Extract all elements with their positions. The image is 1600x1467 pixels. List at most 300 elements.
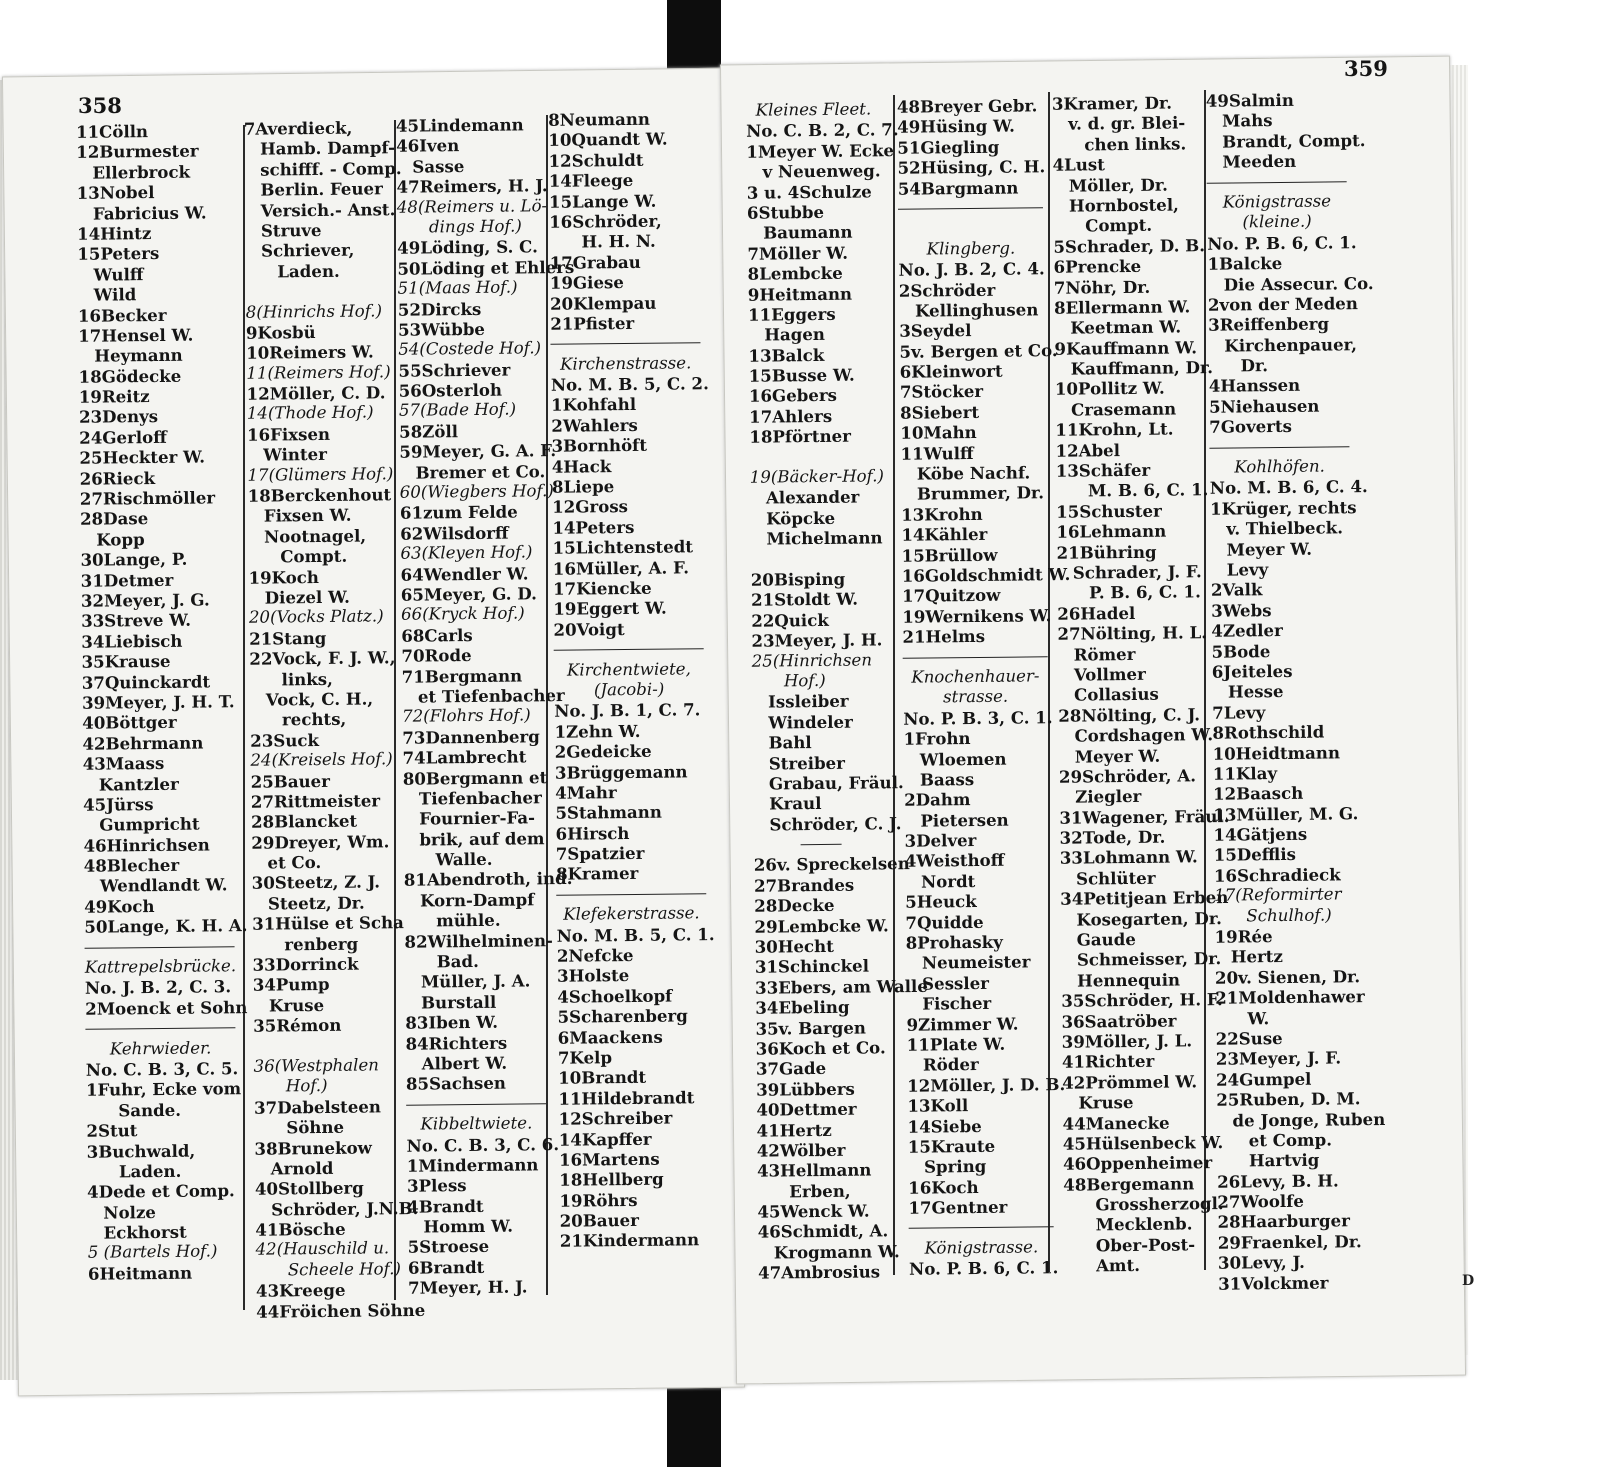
directory-entry: 16Lehmann bbox=[1056, 520, 1167, 542]
directory-entry: 24(Kreisels Hof.) bbox=[250, 749, 393, 770]
street-heading: Klingberg. bbox=[926, 238, 1016, 259]
directory-entry: 4Weisthoff bbox=[904, 850, 1005, 872]
directory-entry: 70Rode bbox=[401, 645, 472, 666]
directory-entry: 48Breyer Gebr. bbox=[896, 95, 1038, 117]
directory-entry: 29Fraenkel, Dr. bbox=[1217, 1231, 1362, 1253]
directory-entry: Fabricius W. bbox=[92, 202, 207, 224]
directory-entry: 14Kapffer bbox=[558, 1128, 652, 1150]
directory-entry: 35Rémon bbox=[253, 1014, 342, 1036]
directory-entry: 7Nöhr, Dr. bbox=[1053, 276, 1151, 298]
directory-entry: 2Wahlers bbox=[551, 414, 638, 436]
directory-entry: Michelmann bbox=[766, 527, 883, 549]
section-divider bbox=[903, 646, 1048, 668]
directory-entry: 5Stahmann bbox=[555, 801, 662, 824]
directory-entry: Mecklenb. bbox=[1095, 1213, 1193, 1235]
directory-entry: Spring bbox=[923, 1156, 987, 1177]
directory-entry: 24Gerloff bbox=[79, 426, 167, 448]
directory-entry: Sande. bbox=[118, 1099, 182, 1121]
directory-entry: Möller, Dr. bbox=[1068, 174, 1168, 196]
directory-entry: Wloemen bbox=[919, 748, 1007, 770]
directory-entry: 3Bornhöft bbox=[551, 435, 648, 457]
directory-entry: 6Kleinwort bbox=[899, 360, 1003, 382]
directory-entry: 81Abendroth, ind. bbox=[403, 868, 573, 891]
directory-entry: 31Schinckel bbox=[754, 955, 870, 978]
directory-entry: Cordshagen W. bbox=[1074, 724, 1214, 746]
directory-entry: 16Schradieck bbox=[1213, 864, 1341, 886]
directory-entry: brik, auf dem bbox=[419, 827, 545, 850]
directory-entry: 38Brunekow bbox=[254, 1137, 372, 1159]
directory-entry: 17Grabau bbox=[549, 251, 641, 273]
directory-entry: dings Hof.) bbox=[428, 216, 522, 237]
directory-entry: 16Müller, A. F. bbox=[552, 556, 690, 579]
section-divider bbox=[753, 833, 888, 855]
directory-entry: 51Giegling bbox=[897, 136, 1000, 158]
directory-entry: 40Stollberg bbox=[254, 1177, 364, 1200]
directory-entry: Hof.) bbox=[285, 1076, 328, 1096]
directory-entry: 17Gentner bbox=[908, 1196, 1008, 1218]
directory-entry: Diezel W. bbox=[264, 586, 350, 608]
directory-entry: 9Zimmer W. bbox=[906, 1013, 1019, 1035]
street-heading: Königstrasse bbox=[1222, 191, 1332, 212]
directory-entry: 6Prencke bbox=[1053, 255, 1142, 277]
directory-entry: 22Vock, F. J. W., bbox=[249, 647, 396, 669]
directory-entry: 36Koch et Co. bbox=[755, 1037, 886, 1059]
directory-entry: 42Prömmel W. bbox=[1062, 1071, 1198, 1093]
directory-entry: schifff. - Comp. bbox=[260, 157, 402, 180]
directory-entry: 43Maass bbox=[82, 753, 165, 774]
directory-entry: 37Quinckardt bbox=[81, 670, 211, 693]
directory-entry: 16Martens bbox=[558, 1148, 660, 1170]
directory-entry: Walle. bbox=[435, 848, 493, 870]
street-heading: Kehrwieder. bbox=[109, 1038, 212, 1059]
directory-entry: 20(Vocks Platz.) bbox=[248, 606, 384, 628]
directory-entry: 28Haarburger bbox=[1217, 1210, 1350, 1233]
directory-entry: 2von der Meden bbox=[1207, 293, 1358, 315]
directory-entry: 15Lange W. bbox=[548, 190, 657, 212]
directory-entry: Römer bbox=[1073, 643, 1136, 665]
directory-entry: 11(Reimers Hof.) bbox=[246, 361, 391, 383]
directory-entry: Gaude bbox=[1076, 928, 1136, 950]
directory-entry: No. J. B. 2, C. 3. bbox=[84, 976, 232, 999]
directory-entry: chen links. bbox=[1084, 133, 1187, 155]
directory-entry: Ellerbrock bbox=[92, 161, 191, 183]
directory-entry: 3Seydel bbox=[899, 320, 972, 342]
section-divider bbox=[898, 197, 1043, 219]
directory-entry: 52Hüsing, C. H. bbox=[897, 156, 1046, 178]
directory-entry: Meeden bbox=[1222, 150, 1297, 172]
directory-entry: 31Hülse et Scha bbox=[252, 912, 404, 934]
directory-entry: Windeler bbox=[768, 711, 853, 733]
directory-entry: 25(Hinrichsen bbox=[751, 649, 873, 671]
directory-entry: 21Moldenhawer bbox=[1215, 986, 1365, 1008]
directory-entry: 3Delver bbox=[904, 830, 977, 851]
directory-entry: No. P. B. 6, C. 1. bbox=[908, 1257, 1059, 1279]
directory-entry: 58Zöll bbox=[399, 420, 459, 442]
spacer bbox=[751, 548, 886, 570]
directory-entry: Heymann bbox=[94, 345, 183, 366]
directory-entry: 7Möller W. bbox=[747, 242, 849, 264]
column-divider bbox=[893, 95, 895, 1275]
directory-entry: 10Brandt bbox=[558, 1067, 647, 1089]
directory-entry: 27Brandes bbox=[753, 874, 855, 896]
directory-entry: 45Hülsenbeck W. bbox=[1062, 1131, 1224, 1154]
directory-entry: 19Reitz bbox=[78, 386, 150, 407]
street-heading: Kattrepelsbrücke. bbox=[84, 956, 237, 977]
directory-entry: No. J. B. 2, C. 4. bbox=[898, 258, 1045, 280]
directory-entry: Hamb. Dampf- bbox=[259, 137, 396, 159]
directory-entry: Issleiber bbox=[768, 691, 849, 712]
directory-entry: Kruse bbox=[268, 994, 325, 1016]
directory-entry: 35Krause bbox=[81, 651, 171, 672]
directory-entry: 26v. Spreckelsen bbox=[753, 853, 910, 876]
directory-entry: 82Wilhelminen- bbox=[404, 929, 553, 952]
directory-entry: Meyer W. bbox=[1226, 538, 1313, 560]
directory-entry: 47Ambrosius bbox=[757, 1261, 881, 1283]
directory-entry: No. C. B. 3, C. 6. bbox=[406, 1133, 560, 1156]
directory-entry: 13Schäfer bbox=[1055, 459, 1151, 481]
directory-entry: Pietersen bbox=[920, 809, 1009, 831]
directory-entry: 16Gebers bbox=[748, 385, 838, 407]
directory-entry: 1Frohn bbox=[903, 728, 971, 749]
directory-entry: 1Krüger, rechts bbox=[1209, 497, 1357, 519]
directory-entry: 48(Reimers u. Lö- bbox=[396, 195, 548, 217]
section-divider bbox=[554, 638, 704, 660]
directory-entry: 34Ebeling bbox=[755, 996, 850, 1018]
directory-entry: 1Kohfahl bbox=[551, 394, 637, 416]
directory-entry: 2Moenck et Sohn bbox=[85, 996, 248, 1019]
directory-entry: 12Baasch bbox=[1212, 783, 1304, 805]
directory-entry: 1Mindermann bbox=[406, 1154, 539, 1176]
directory-entry: 19Röhrs bbox=[559, 1189, 638, 1211]
directory-entry: 14Peters bbox=[552, 516, 635, 538]
directory-entry: 13Krohn bbox=[901, 503, 983, 525]
directory-entry: 3Kramer, Dr. bbox=[1051, 92, 1173, 114]
directory-entry: 17Hensel W. bbox=[78, 324, 194, 346]
directory-entry: No. M. B. 5, C. 2. bbox=[550, 373, 709, 395]
directory-entry: 28Blancket bbox=[250, 810, 358, 833]
directory-entry: v. Thielbeck. bbox=[1226, 517, 1344, 539]
directory-entry: 12Schuldt bbox=[548, 149, 644, 171]
directory-entry: Grossherzogl. bbox=[1095, 1193, 1224, 1215]
directory-entry: 4Brandt bbox=[407, 1195, 484, 1217]
directory-entry: rechts, bbox=[281, 709, 347, 730]
directory-entry: 10Heidtmann bbox=[1212, 741, 1341, 764]
directory-entry: 4Zedler bbox=[1211, 620, 1283, 641]
directory-entry: 20Voigt bbox=[553, 618, 625, 640]
directory-entry: 60(Wiegbers Hof.) bbox=[399, 481, 554, 502]
directory-entry: 2Nefcke bbox=[556, 944, 634, 966]
section-divider bbox=[550, 333, 700, 355]
street-heading: strasse. bbox=[942, 686, 1009, 707]
directory-entry: 46Iven bbox=[396, 135, 460, 157]
directory-entry: 31Detmer bbox=[80, 569, 174, 591]
directory-entry: 11Wulff bbox=[900, 442, 974, 464]
directory-entry: 17Quitzow bbox=[901, 585, 1001, 607]
directory-entry: 12Möller, J. D. B. bbox=[907, 1073, 1066, 1096]
directory-entry: Wild bbox=[93, 284, 137, 305]
directory-entry: Bad. bbox=[436, 950, 479, 972]
directory-entry: Nordt bbox=[920, 870, 976, 892]
directory-column-4 bbox=[548, 108, 715, 1252]
directory-entry: 19Eggert W. bbox=[553, 597, 667, 620]
directory-entry: Röder bbox=[922, 1054, 979, 1075]
directory-entry: Eckhorst bbox=[103, 1221, 187, 1243]
directory-entry: H. H. N. bbox=[581, 231, 656, 252]
directory-entry: 45Wenck W. bbox=[757, 1200, 870, 1222]
directory-entry: 32Tode, Dr. bbox=[1059, 826, 1166, 848]
directory-entry: 43Hellmann bbox=[756, 1159, 872, 1181]
directory-entry: Struve bbox=[260, 219, 322, 241]
directory-entry: 5Heuck bbox=[905, 891, 977, 912]
directory-entry: 25Heckter W. bbox=[79, 446, 206, 469]
directory-entry: 16Becker bbox=[77, 304, 167, 326]
directory-entry: 34Pump bbox=[252, 974, 330, 996]
directory-entry: Kosegarten, Dr. bbox=[1076, 907, 1222, 930]
directory-entry: 22Suse bbox=[1215, 1027, 1283, 1049]
directory-entry: 9Heitmann bbox=[747, 283, 853, 305]
directory-entry: 65Meyer, G. D. bbox=[400, 583, 537, 605]
directory-entry: 11Eggers bbox=[747, 303, 836, 325]
directory-entry: Müller, J. A. bbox=[420, 970, 531, 992]
directory-entry: 41Richter bbox=[1061, 1051, 1155, 1073]
directory-entry: No. P. B. 3, C. 1. bbox=[903, 706, 1053, 729]
spacer bbox=[898, 218, 1043, 240]
directory-entry: 3Brüggemann bbox=[554, 760, 688, 783]
directory-entry: 30Steetz, Z. J. bbox=[251, 871, 381, 894]
directory-entry: Hennequin bbox=[1076, 969, 1181, 991]
directory-entry: 15Lichtenstedt bbox=[552, 536, 694, 558]
section-divider bbox=[84, 936, 234, 958]
directory-entry: M. B. 6, C. 1. bbox=[1087, 479, 1209, 501]
directory-entry: 3Pless bbox=[406, 1175, 467, 1197]
directory-entry: 68Carls bbox=[401, 624, 473, 646]
edge-tab-letter: D bbox=[1462, 1273, 1475, 1289]
section-divider bbox=[85, 1017, 235, 1039]
directory-entry: 21Kindermann bbox=[559, 1229, 700, 1252]
directory-entry: 25Ruben, D. M. bbox=[1216, 1088, 1361, 1110]
directory-entry: 49Löding, S. C. bbox=[397, 236, 538, 259]
section-divider bbox=[909, 1217, 1054, 1239]
directory-entry: 21Stang bbox=[249, 627, 327, 649]
directory-entry: 10Quandt W. bbox=[548, 128, 668, 151]
directory-entry: Versich.- Anst. bbox=[260, 198, 396, 221]
directory-entry: Crasemann bbox=[1071, 398, 1177, 420]
directory-entry: 36Saatröber bbox=[1061, 1010, 1177, 1032]
directory-entry: Ober-Post- bbox=[1095, 1234, 1196, 1256]
directory-entry: 3Holste bbox=[556, 965, 630, 987]
directory-entry: 34Liebisch bbox=[81, 630, 183, 652]
street-heading: Klefekerstrasse. bbox=[563, 903, 700, 924]
directory-entry: 15Busse W. bbox=[748, 364, 855, 386]
directory-entry: 23Meyer, J. F. bbox=[1215, 1047, 1342, 1070]
directory-entry: Ziegler bbox=[1075, 786, 1142, 807]
directory-entry: 26Levy, B. H. bbox=[1217, 1170, 1339, 1192]
directory-entry: 23Suck bbox=[250, 729, 320, 751]
directory-entry: 6Stubbe bbox=[746, 201, 825, 223]
directory-entry: 21Bühring bbox=[1056, 541, 1157, 563]
directory-entry: Fischer bbox=[922, 993, 992, 1014]
directory-entry: 40Böttger bbox=[82, 712, 177, 734]
directory-entry: 13Müller, M. G. bbox=[1213, 802, 1359, 825]
directory-entry: 18Gödecke bbox=[78, 365, 182, 387]
directory-entry: Schlüter bbox=[1075, 867, 1156, 889]
street-heading: (Jacobi-) bbox=[593, 679, 665, 700]
directory-entry: 3Webs bbox=[1211, 599, 1272, 621]
directory-entry: 11Plate W. bbox=[906, 1033, 1006, 1055]
directory-entry: 8Siebert bbox=[900, 401, 980, 423]
directory-entry: P. B. 6, C. 1. bbox=[1088, 581, 1201, 603]
directory-entry: et Tiefenbacher bbox=[417, 684, 565, 707]
directory-entry: 62Wilsdorff bbox=[400, 522, 509, 544]
directory-entry: Gumpricht bbox=[99, 813, 200, 835]
directory-entry: 33Streve W. bbox=[81, 610, 192, 632]
directory-entry: 71Bergmann bbox=[401, 665, 523, 687]
directory-entry: Nootnagel, bbox=[263, 525, 367, 547]
directory-entry: Söhne bbox=[286, 1116, 345, 1138]
directory-entry: 5Schrader, D. B. bbox=[1053, 234, 1206, 257]
directory-entry: No. C. B. 3, C. 5. bbox=[85, 1058, 239, 1080]
directory-entry: 27Rischmöller bbox=[79, 487, 216, 509]
directory-entry: 49Salmin bbox=[1205, 89, 1294, 111]
directory-entry: 21Pfister bbox=[550, 312, 635, 334]
directory-entry: 7Averdieck, bbox=[243, 117, 353, 139]
directory-entry: Die Assecur. Co. bbox=[1223, 272, 1374, 295]
street-heading: (kleine.) bbox=[1242, 212, 1312, 232]
directory-entry: 15Peters bbox=[77, 243, 160, 265]
directory-entry: 74Lambrecht bbox=[402, 746, 527, 768]
directory-entry: 4Hanssen bbox=[1208, 375, 1301, 397]
directory-entry: Kirchenpauer, bbox=[1224, 333, 1358, 356]
directory-entry: 21Helms bbox=[902, 626, 986, 647]
directory-entry: Dr. bbox=[1240, 355, 1269, 376]
directory-entry: Schriever, bbox=[260, 239, 355, 261]
street-heading: Kohlhöfen. bbox=[1234, 456, 1326, 477]
directory-entry: 19Wernikens W. bbox=[902, 604, 1052, 627]
directory-entry: 31Volckmer bbox=[1218, 1272, 1329, 1294]
directory-entry: No. C. B. 2, C. 7. bbox=[746, 119, 899, 142]
directory-entry: 20Bisping bbox=[750, 568, 846, 590]
directory-entry: 24Gumpel bbox=[1215, 1068, 1312, 1090]
directory-entry: No. J. B. 1, C. 7. bbox=[554, 699, 701, 722]
directory-entry: 39Möller, J. L. bbox=[1061, 1030, 1193, 1052]
directory-entry: 41Hertz bbox=[756, 1119, 832, 1141]
directory-entry: de Jonge, Ruben bbox=[1232, 1108, 1386, 1131]
directory-entry: Fixsen W. bbox=[263, 505, 352, 526]
directory-entry: et Co. bbox=[267, 852, 322, 873]
directory-entry: 1Zehn W. bbox=[554, 720, 641, 742]
directory-entry: 28Decke bbox=[754, 895, 835, 916]
directory-entry: 26Hadel bbox=[1057, 602, 1136, 624]
directory-entry: 35v. Bargen bbox=[755, 1017, 866, 1039]
directory-entry: Schrader, J. F. bbox=[1072, 561, 1202, 583]
directory-entry: Schulhof.) bbox=[1246, 905, 1332, 926]
directory-entry: 3 u. 4Schulze bbox=[746, 180, 872, 203]
directory-entry: 12Schreiber bbox=[558, 1107, 673, 1129]
directory-entry: 31Wagener, Fräul. bbox=[1059, 805, 1230, 828]
directory-entry: 14Gätjens bbox=[1213, 823, 1308, 845]
directory-entry: 7Quidde bbox=[905, 911, 984, 933]
directory-entry: 12Abel bbox=[1055, 439, 1121, 461]
directory-entry: Berlin. Feuer bbox=[260, 178, 383, 200]
directory-entry: 52Dircks bbox=[397, 298, 482, 320]
directory-entry: 44Manecke bbox=[1062, 1112, 1170, 1134]
directory-entry: Schmeisser, Dr. bbox=[1076, 948, 1222, 970]
directory-entry: No. M. B. 5, C. 1. bbox=[556, 923, 715, 946]
directory-entry: 15Schuster bbox=[1056, 500, 1162, 522]
directory-entry: Wendlandt W. bbox=[99, 874, 228, 897]
section-divider bbox=[406, 1093, 546, 1115]
directory-entry: 36(Westphalen bbox=[253, 1055, 380, 1076]
section-divider bbox=[556, 883, 706, 905]
directory-entry: 19Koch bbox=[248, 566, 319, 588]
directory-entry: 12Gross bbox=[552, 496, 629, 518]
directory-entry: No. P. B. 6, C. 1. bbox=[1207, 231, 1357, 254]
directory-entry: Streiber bbox=[768, 752, 846, 774]
directory-entry: 30Hecht bbox=[754, 935, 834, 957]
directory-entry: 40Dettmer bbox=[756, 1098, 857, 1120]
street-heading: Knochenhauer- bbox=[911, 666, 1040, 687]
directory-entry: Steetz, Dr. bbox=[267, 892, 365, 914]
directory-entry: Burstall bbox=[420, 991, 497, 1013]
directory-entry: 32Meyer, J. G. bbox=[80, 589, 210, 611]
directory-entry: 14Siebe bbox=[907, 1115, 982, 1137]
directory-entry: 4Dede et Comp. bbox=[87, 1180, 235, 1203]
directory-entry: 42Behrmann bbox=[82, 732, 204, 754]
directory-entry: 20v. Sienen, Dr. bbox=[1214, 965, 1361, 988]
directory-entry: 42Wölber bbox=[756, 1139, 846, 1161]
directory-entry: 47Reimers, H. J. bbox=[396, 175, 548, 197]
directory-entry: 54(Costede Hof.) bbox=[398, 338, 542, 360]
directory-entry: 28Dase bbox=[79, 508, 149, 530]
directory-entry: Krogmann W. bbox=[773, 1241, 900, 1263]
directory-entry: 8Liepe bbox=[551, 476, 615, 497]
directory-entry: 6Hirsch bbox=[555, 822, 630, 844]
directory-entry: Sasse bbox=[412, 155, 465, 177]
directory-entry: 13Nobel bbox=[76, 182, 155, 203]
directory-entry: Köbe Nachf. bbox=[916, 462, 1031, 484]
directory-entry: 17Kiencke bbox=[552, 577, 652, 599]
directory-entry: 1Balcke bbox=[1207, 253, 1283, 274]
directory-entry: Kellinghusen bbox=[914, 299, 1039, 321]
directory-entry: 2Stut bbox=[86, 1120, 138, 1141]
directory-entry: 4Mahr bbox=[555, 782, 617, 803]
directory-entry: 12Burmester bbox=[76, 140, 199, 163]
directory-entry: 20Klempau bbox=[549, 292, 657, 314]
directory-entry: Baass bbox=[919, 768, 975, 790]
directory-entry: 12Möller, C. D. bbox=[246, 382, 386, 404]
directory-column-1 bbox=[75, 120, 248, 1284]
directory-column-3 bbox=[395, 114, 575, 1298]
spacer bbox=[253, 1035, 393, 1057]
directory-entry: Erben, bbox=[789, 1180, 851, 1202]
directory-entry: 9Kosbü bbox=[245, 321, 316, 343]
directory-entry: 4Hack bbox=[551, 455, 612, 477]
directory-entry: Keetman W. bbox=[1070, 316, 1182, 338]
directory-entry: Brandt, Compt. bbox=[1222, 129, 1366, 152]
directory-entry: 15Defflis bbox=[1213, 844, 1297, 866]
directory-entry: 16Fixsen bbox=[246, 423, 331, 445]
directory-entry: 7Levy bbox=[1212, 701, 1266, 723]
directory-entry: 37Dabelsteen bbox=[253, 1096, 382, 1118]
directory-column-8 bbox=[1205, 89, 1386, 1294]
directory-entry: 50Löding et Ehlers bbox=[397, 256, 575, 279]
directory-entry: 80Bergmann et bbox=[402, 766, 548, 789]
directory-entry: 56Osterloh bbox=[398, 379, 503, 401]
directory-entry: 46Oppenheimer bbox=[1062, 1152, 1213, 1175]
directory-entry: 27Woolfe bbox=[1217, 1190, 1304, 1212]
directory-entry: 13Koll bbox=[907, 1095, 969, 1116]
directory-entry: Alexander bbox=[765, 486, 860, 508]
